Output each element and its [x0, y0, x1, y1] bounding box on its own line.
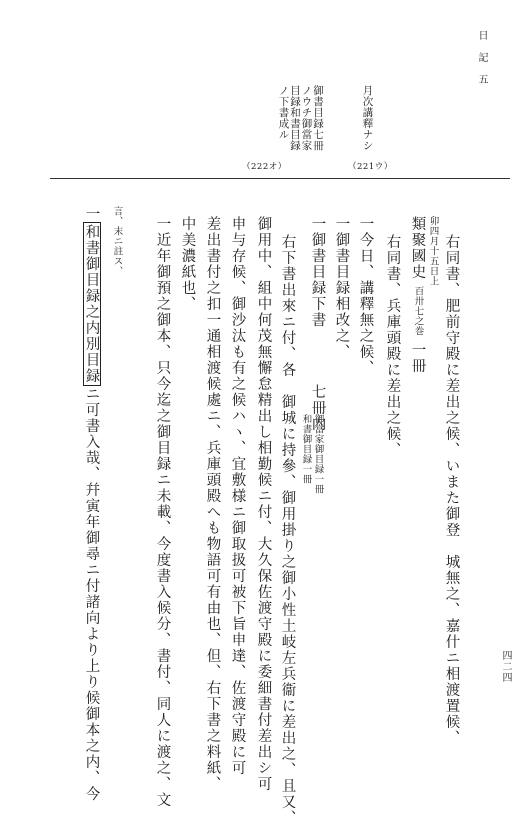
body-line: 差出書付之扣一通相渡候處ニ、兵庫頭殿へも物語可有由也、但、右下書之料紙、	[204, 216, 221, 792]
item-mark: 一	[83, 206, 100, 222]
body-line: 右同書、兵庫頭殿に差出之候、	[384, 234, 401, 458]
body-line	[84, 206, 99, 802]
count: 七冊内	[309, 384, 326, 432]
margin-note-line: 目録和書目録	[289, 85, 301, 151]
quantity: 一冊	[409, 342, 426, 374]
body-line: 一今日、講釋無之候、	[357, 216, 374, 376]
body-line: 右下書出來ニ付、各 御城に持參、御用掛り之御小性土岐左兵衞に差出之、且又、	[279, 234, 296, 826]
volume-annotation: 百卅七之巻	[412, 286, 424, 336]
inline-note: 御當家御目録一冊	[312, 414, 324, 494]
body-line: 中美濃紙也、	[179, 216, 196, 312]
body-line-small: 言、末ニ註ス、	[111, 206, 123, 276]
margin-note-monthly-lecture: 月次講釋ナシ	[361, 85, 374, 151]
boxed-title: 和書御目録之内別目録	[83, 224, 100, 384]
folio-marker: （221ウ）	[348, 162, 393, 172]
body-text: ニ可書入哉、幷寅年御尋ニ付諸向より上り候御本之内、今	[83, 386, 100, 802]
folio-marker: （222オ）	[242, 162, 287, 172]
margin-note-line: ノウチ御當家	[300, 85, 313, 151]
body-line	[410, 216, 425, 374]
running-head: 日 記 五	[476, 30, 487, 85]
body-line: 右同書、肥前守殿に差出之候、いまた御登 城無之、嘉什ニ相渡置候、	[443, 234, 460, 746]
margin-note-catalogue	[278, 85, 323, 151]
inline-note: 和書御目録一冊	[300, 414, 312, 484]
margin-note-line: 御書目録七冊	[312, 85, 324, 151]
body-line	[310, 216, 325, 432]
body-line: 申与存候、御沙汰も有之候ハヽ、宜敷様ニ御取扱可被下旨申達、佐渡守殿に可	[229, 216, 246, 776]
heading: 一御書目録下書	[309, 216, 326, 328]
page-number: 四二四	[500, 650, 511, 683]
body-line: 御用中、組中何茂無懈怠精出し相勤候ニ付、大久保佐渡守殿に委細書付差出シ可	[255, 216, 272, 792]
header-rule	[50, 178, 510, 179]
body-line: 一御書目録相改之、	[333, 216, 350, 360]
date-annotation: 卯四月十五日上	[427, 216, 439, 286]
body-line: 一近年御預之御本、只今迄之御目録ニ未載、今度書入候分、書付、同人に渡之、文	[154, 216, 171, 808]
book-title: 類聚國史	[409, 216, 426, 280]
margin-note-line: ノ下書成ル	[277, 85, 290, 140]
